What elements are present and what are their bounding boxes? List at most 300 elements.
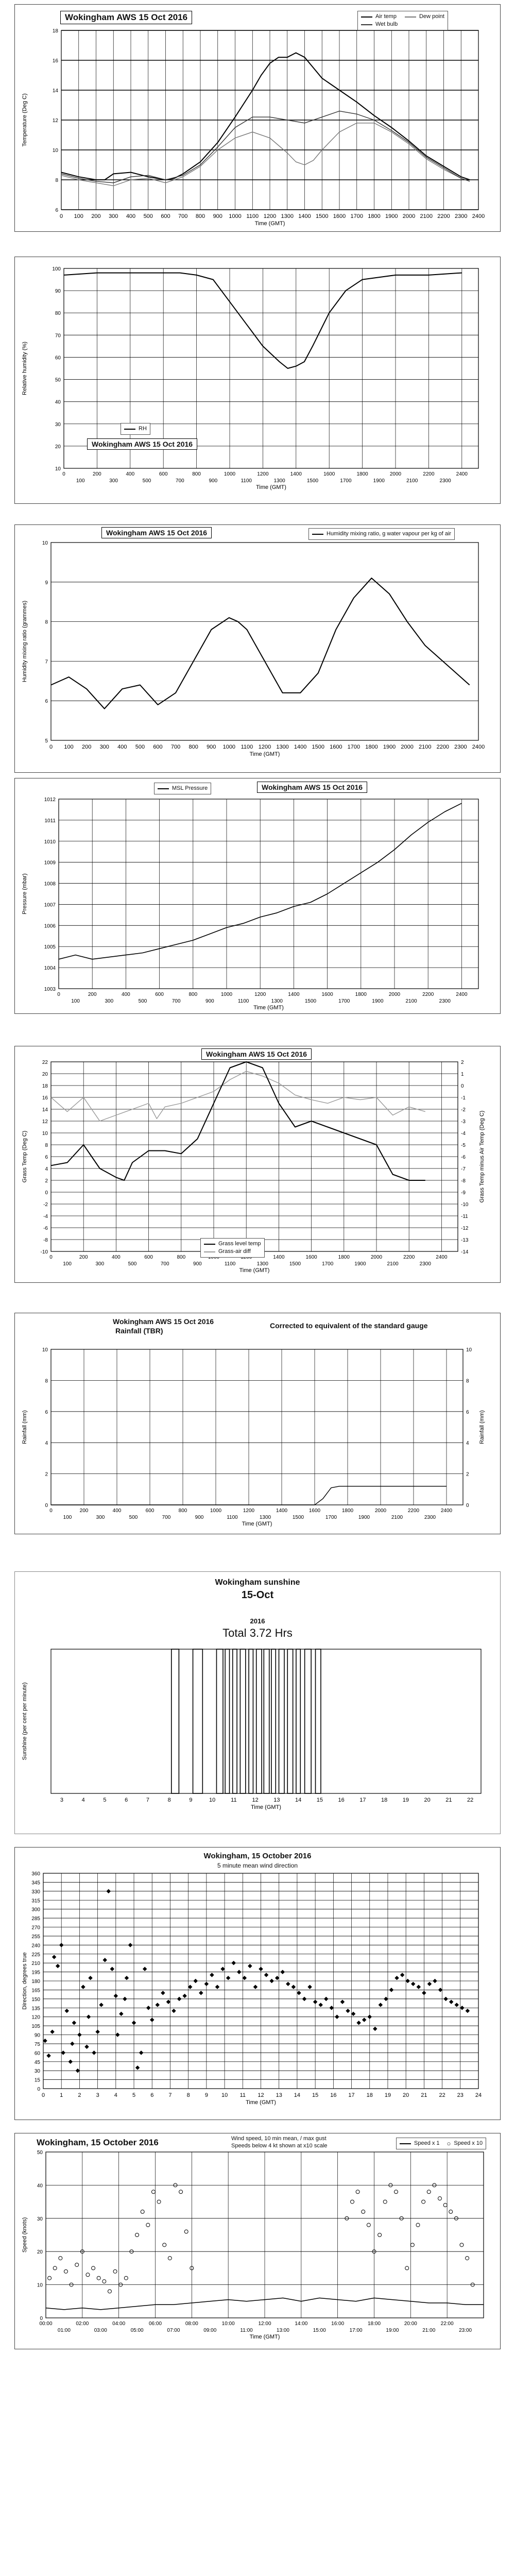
wind-direction-point bbox=[166, 1999, 170, 2004]
x-tick-label: 19:00 bbox=[386, 2328, 399, 2333]
y-tick-label: 30 bbox=[55, 421, 61, 428]
speed-x10-marker bbox=[141, 2210, 144, 2213]
speed-x10-marker bbox=[179, 2190, 183, 2194]
x-tick-label: 100 bbox=[63, 1515, 72, 1520]
sunshine-bar bbox=[193, 1649, 203, 1793]
x-tick-label: 300 bbox=[109, 213, 118, 219]
x-tick-label: 1800 bbox=[338, 1255, 350, 1260]
wind-direction-point bbox=[466, 2009, 470, 2013]
x-tick-label: 1200 bbox=[263, 213, 277, 219]
y-tick-label: 8 bbox=[45, 1378, 48, 1384]
y-tick-label: 40 bbox=[37, 2183, 43, 2189]
y2-tick-label: -9 bbox=[461, 1190, 466, 1196]
speed-x10-marker bbox=[184, 2230, 188, 2233]
x-tick-label: 900 bbox=[193, 1261, 202, 1267]
x-tick-label: 400 bbox=[122, 992, 130, 997]
wind-direction-point bbox=[248, 1964, 252, 1968]
x-tick-label: 900 bbox=[209, 478, 218, 484]
x-tick-label: 1600 bbox=[305, 1255, 317, 1260]
x-tick-label: 01:00 bbox=[57, 2328, 71, 2333]
x-tick-label: 8 bbox=[167, 1797, 171, 1803]
y-tick-label: 0 bbox=[45, 1503, 48, 1509]
x-tick-label: 200 bbox=[88, 992, 97, 997]
y-tick-label: 22 bbox=[42, 1060, 48, 1065]
wind-direction-point bbox=[281, 1970, 285, 1974]
wind-speed-chart-title: Wokingham, 15 October 2016 bbox=[37, 2138, 159, 2147]
wind-direction-point bbox=[156, 2003, 160, 2007]
x-tick-label: 1800 bbox=[365, 744, 378, 750]
rainfall-chart-panel bbox=[14, 1313, 501, 1534]
series-line-2 bbox=[61, 111, 470, 183]
y-tick-label: 30 bbox=[37, 2216, 43, 2222]
y-tick-label: 240 bbox=[31, 1943, 40, 1949]
wind-direction-point bbox=[351, 2012, 355, 2016]
wind-direction-point bbox=[77, 2032, 81, 2037]
y-tick-label: 315 bbox=[31, 1898, 40, 1904]
x-tick-label: 2100 bbox=[420, 213, 433, 219]
sunshine-bar bbox=[249, 1649, 253, 1793]
x-tick-label: 11 bbox=[239, 2092, 246, 2098]
speed-x10-marker bbox=[151, 2190, 155, 2194]
speed-x10-marker bbox=[163, 2243, 166, 2247]
y-axis-label: Temperature (Deg C) bbox=[22, 93, 28, 147]
sunshine-chart-panel bbox=[14, 1571, 501, 1834]
y-tick-label: 18 bbox=[52, 28, 58, 34]
y2-tick-label: -4 bbox=[461, 1131, 466, 1137]
x-tick-label: 100 bbox=[64, 744, 74, 750]
x-tick-label: 1200 bbox=[258, 744, 271, 750]
y-tick-label: 1004 bbox=[44, 965, 56, 972]
x-tick-label: 700 bbox=[178, 213, 188, 219]
wind-direction-point bbox=[373, 2027, 377, 2031]
y2-tick-label: -14 bbox=[461, 1249, 469, 1255]
y-tick-label: 120 bbox=[31, 2014, 40, 2021]
speed-x10-marker bbox=[102, 2280, 106, 2283]
wind-direction-point bbox=[81, 1985, 85, 1989]
sunshine-bar bbox=[240, 1649, 245, 1793]
wind-direction-chart bbox=[15, 1848, 500, 2120]
x-tick-label: 1900 bbox=[372, 998, 384, 1004]
x-tick-label: 7 bbox=[168, 2092, 172, 2098]
y-tick-label: 135 bbox=[31, 2006, 40, 2012]
y-tick-label: 90 bbox=[55, 289, 61, 295]
x-tick-label: 1700 bbox=[340, 478, 352, 484]
wind-direction-point bbox=[50, 2029, 54, 2033]
sunshine-year: 2016 bbox=[250, 1617, 265, 1625]
x-tick-label: 2100 bbox=[387, 1261, 399, 1267]
y-tick-label: 5 bbox=[45, 738, 48, 744]
speed-x10-marker bbox=[449, 2210, 453, 2213]
y2-tick-label: -1 bbox=[461, 1095, 466, 1101]
y-tick-label: 10 bbox=[37, 2282, 43, 2289]
x-tick-label: 800 bbox=[192, 471, 201, 477]
y2-tick-label: -7 bbox=[461, 1166, 466, 1172]
y-tick-label: -8 bbox=[43, 1238, 48, 1243]
speed-x10-marker bbox=[92, 2266, 95, 2270]
speed-x10-marker bbox=[59, 2257, 62, 2260]
y-tick-label: 6 bbox=[45, 1155, 48, 1160]
wind-direction-point bbox=[70, 2042, 74, 2046]
y-tick-label: 18 bbox=[42, 1083, 48, 1089]
x-tick-label: 1400 bbox=[290, 471, 302, 477]
x-tick-label: 1100 bbox=[227, 1515, 238, 1520]
temperature-chart-title: Wokingham AWS 15 Oct 2016 bbox=[60, 11, 192, 24]
sunshine-date: 15-Oct bbox=[241, 1589, 274, 1601]
x-tick-label: 700 bbox=[171, 998, 181, 1004]
x-tick-label: 1900 bbox=[385, 213, 398, 219]
x-tick-label: 1700 bbox=[325, 1515, 337, 1520]
speed-x10-marker bbox=[460, 2243, 464, 2247]
y2-tick-label: 1 bbox=[461, 1072, 464, 1077]
pressure-chart bbox=[15, 778, 500, 1013]
wind-direction-point bbox=[119, 2012, 123, 2016]
y2-tick-label: 4 bbox=[466, 1440, 469, 1447]
x-tick-label: 1500 bbox=[306, 478, 319, 484]
speed-x10-marker bbox=[64, 2269, 67, 2273]
x-tick-label: 2000 bbox=[402, 213, 416, 219]
speed-x10-marker bbox=[135, 2233, 139, 2237]
y2-tick-label: -8 bbox=[461, 1178, 466, 1184]
speed-x10-marker bbox=[75, 2263, 79, 2266]
x-tick-label: 10 bbox=[221, 2092, 228, 2098]
y-axis-label: Grass Temp (Deg C) bbox=[22, 1130, 28, 1183]
y-tick-label: 10 bbox=[42, 540, 48, 546]
x-tick-label: 18 bbox=[366, 2092, 373, 2098]
wind-speed-chart bbox=[15, 2133, 500, 2349]
x-tick-label: 1700 bbox=[347, 744, 360, 750]
speed-x10-marker bbox=[405, 2266, 409, 2270]
speed-x10-marker bbox=[362, 2210, 365, 2213]
wind-direction-point bbox=[356, 2021, 360, 2025]
y-tick-label: 1008 bbox=[44, 881, 56, 887]
x-tick-label: 100 bbox=[71, 998, 80, 1004]
y-tick-label: 10 bbox=[42, 1131, 48, 1137]
x-tick-label: 2100 bbox=[405, 998, 417, 1004]
x-tick-label: 1400 bbox=[288, 992, 300, 997]
x-tick-label: 700 bbox=[176, 478, 184, 484]
speed-x10-marker bbox=[157, 2200, 161, 2204]
y-tick-label: 165 bbox=[31, 1988, 40, 1994]
x-tick-label: 13 bbox=[273, 1797, 280, 1803]
temperature-chart-panel bbox=[14, 4, 501, 232]
wind-direction-point bbox=[188, 1985, 192, 1989]
y-tick-label: 12 bbox=[52, 118, 58, 124]
x-tick-label: 400 bbox=[126, 471, 135, 477]
y-tick-label: 285 bbox=[31, 1916, 40, 1922]
y-tick-label: 6 bbox=[45, 699, 48, 705]
x-tick-label: 2000 bbox=[401, 744, 414, 750]
y-axis-label: Relative humidity (%) bbox=[22, 342, 28, 395]
pressure-legend bbox=[154, 783, 211, 794]
x-tick-label: 7 bbox=[146, 1797, 149, 1803]
x-tick-label: 1500 bbox=[316, 213, 329, 219]
wind-direction-point bbox=[362, 2018, 366, 2022]
x-tick-label: 1800 bbox=[368, 213, 381, 219]
y2-tick-label: -5 bbox=[461, 1143, 466, 1148]
wind-direction-point bbox=[132, 2021, 136, 2025]
x-tick-label: 900 bbox=[207, 744, 216, 750]
wind-direction-point bbox=[394, 1976, 399, 1980]
y-tick-label: -4 bbox=[43, 1214, 48, 1219]
x-tick-label: 2000 bbox=[374, 1508, 387, 1514]
speed-x10-marker bbox=[113, 2269, 117, 2273]
x-tick-label: 2300 bbox=[439, 998, 451, 1004]
x-tick-label: 5 bbox=[132, 2092, 136, 2098]
x-tick-label: 12:00 bbox=[258, 2321, 271, 2327]
wind-speed-chart-panel bbox=[14, 2133, 501, 2349]
x-tick-label: 800 bbox=[178, 1508, 187, 1514]
x-axis-label: Time (GMT) bbox=[256, 484, 286, 490]
x-tick-label: 23:00 bbox=[459, 2328, 472, 2333]
legend-mixing-ratio: Humidity mixing ratio, g water vapour per kg of air bbox=[327, 531, 452, 537]
plot-frame bbox=[59, 799, 478, 989]
wind-direction-point bbox=[68, 2060, 73, 2064]
sunshine-bar bbox=[296, 1649, 300, 1793]
wind-direction-point bbox=[291, 1985, 296, 1989]
wind-direction-point bbox=[231, 1961, 235, 1965]
x-tick-label: 2300 bbox=[424, 1515, 436, 1520]
legend-speed-x10: Speed x 10 bbox=[454, 2140, 483, 2146]
wind-direction-point bbox=[438, 1988, 442, 1992]
x-tick-label: 1900 bbox=[354, 1261, 366, 1267]
x-tick-label: 1100 bbox=[237, 998, 249, 1004]
mixing-ratio-legend bbox=[308, 528, 455, 540]
y-tick-label: 60 bbox=[34, 2050, 40, 2057]
speed-x10-marker bbox=[351, 2200, 354, 2204]
y-tick-label: -2 bbox=[43, 1202, 48, 1208]
x-tick-label: 900 bbox=[195, 1515, 204, 1520]
sunshine-bar bbox=[216, 1649, 223, 1793]
sunshine-chart bbox=[15, 1572, 500, 1834]
x-tick-label: 14 bbox=[295, 1797, 302, 1803]
x-tick-label: 600 bbox=[144, 1255, 153, 1260]
wind-direction-point bbox=[269, 1979, 273, 1983]
wind-direction-point bbox=[302, 1997, 306, 2001]
y-tick-label: 80 bbox=[55, 311, 61, 317]
y-tick-label: 14 bbox=[52, 88, 58, 94]
y-tick-label: 0 bbox=[37, 2087, 40, 2092]
wind-direction-point bbox=[286, 1982, 290, 1986]
x-tick-label: 2400 bbox=[456, 992, 468, 997]
x-tick-label: 19 bbox=[384, 2092, 391, 2098]
wind-speed-subtitle-2: Speeds below 4 kt shown at x10 scale bbox=[231, 2143, 328, 2149]
wind-direction-point bbox=[46, 2054, 50, 2058]
x-tick-label: 1500 bbox=[312, 744, 324, 750]
x-tick-label: 300 bbox=[99, 744, 109, 750]
y-tick-label: 40 bbox=[55, 399, 61, 405]
x-tick-label: 2000 bbox=[388, 992, 401, 997]
x-tick-label: 12 bbox=[258, 2092, 264, 2098]
rainfall-chart-subtitle: Rainfall (TBR) bbox=[115, 1327, 163, 1335]
y-tick-label: 8 bbox=[45, 619, 48, 625]
x-tick-label: 2300 bbox=[419, 1261, 431, 1267]
x-tick-label: 0 bbox=[59, 213, 63, 219]
x-axis-label: Time (GMT) bbox=[239, 1267, 270, 1274]
x-tick-label: 1700 bbox=[322, 1261, 334, 1267]
x-tick-label: 1600 bbox=[330, 744, 342, 750]
x-tick-label: 2200 bbox=[403, 1255, 415, 1260]
y2-tick-label: 6 bbox=[466, 1409, 469, 1415]
x-tick-label: 2100 bbox=[419, 744, 432, 750]
x-tick-label: 400 bbox=[112, 1255, 121, 1260]
speed-x10-marker bbox=[443, 2204, 447, 2207]
x-tick-label: 05:00 bbox=[130, 2328, 144, 2333]
y-tick-label: 45 bbox=[34, 2059, 40, 2065]
x-tick-label: 1300 bbox=[259, 1515, 271, 1520]
x-tick-label: 11:00 bbox=[240, 2328, 253, 2333]
x-axis-label: Time (GMT) bbox=[254, 221, 285, 227]
y-tick-label: 7 bbox=[45, 659, 48, 665]
wind-direction-point bbox=[215, 1985, 219, 1989]
wind-direction-point bbox=[259, 1967, 263, 1971]
x-tick-label: 2400 bbox=[436, 1255, 448, 1260]
wind-direction-point bbox=[384, 1997, 388, 2001]
y2-tick-label: -12 bbox=[461, 1226, 469, 1231]
y-tick-label: 1010 bbox=[44, 839, 56, 845]
plot-frame bbox=[51, 543, 478, 740]
x-tick-label: 2400 bbox=[472, 213, 485, 219]
wind-direction-point bbox=[87, 2014, 91, 2019]
wind-direction-point bbox=[243, 1976, 247, 1980]
x-tick-label: 200 bbox=[93, 471, 101, 477]
y-tick-label: 225 bbox=[31, 1952, 40, 1958]
wind-direction-point bbox=[65, 2009, 69, 2013]
wind-direction-point bbox=[324, 1997, 328, 2001]
x-tick-label: 00:00 bbox=[39, 2321, 53, 2327]
legend-speed-x1: Speed x 1 bbox=[414, 2140, 440, 2146]
speed-x10-marker bbox=[48, 2276, 52, 2280]
wind-direction-point bbox=[95, 2029, 99, 2033]
x-tick-label: 1 bbox=[60, 2092, 63, 2098]
wind-direction-point bbox=[318, 2003, 322, 2007]
x-tick-label: 1800 bbox=[356, 471, 368, 477]
plot-frame bbox=[51, 1349, 463, 1505]
y-tick-label: 2 bbox=[45, 1178, 48, 1184]
x-tick-label: 0 bbox=[49, 744, 53, 750]
y-tick-label: 1011 bbox=[44, 818, 56, 824]
rainfall-chart bbox=[15, 1313, 500, 1534]
wind-direction-point bbox=[455, 2003, 459, 2007]
x-tick-label: 3 bbox=[60, 1797, 63, 1803]
speed-x10-marker bbox=[438, 2197, 442, 2200]
x-tick-label: 18:00 bbox=[367, 2321, 381, 2327]
legend-grass-air-diff: Grass-air diff bbox=[218, 1248, 251, 1255]
x-tick-label: 1300 bbox=[256, 1261, 268, 1267]
wind-direction-point bbox=[335, 2014, 339, 2019]
x-tick-label: 3 bbox=[96, 2092, 99, 2098]
grass-temp-chart-title: Wokingham AWS 15 Oct 2016 bbox=[201, 1048, 312, 1060]
x-tick-label: 2400 bbox=[440, 1508, 453, 1514]
speed-x10-marker bbox=[146, 2223, 150, 2227]
y2-tick-label: -11 bbox=[461, 1214, 468, 1219]
y-tick-label: 75 bbox=[34, 2041, 40, 2047]
x-tick-label: 18 bbox=[381, 1797, 388, 1803]
x-tick-label: 1300 bbox=[271, 998, 283, 1004]
wind-speed-legend: Speed x 1 ○ Speed x 10 bbox=[396, 2138, 486, 2149]
x-tick-label: 22:00 bbox=[440, 2321, 454, 2327]
wind-direction-point bbox=[368, 2014, 372, 2019]
sunshine-bar bbox=[225, 1649, 229, 1793]
x-tick-label: 20:00 bbox=[404, 2321, 417, 2327]
grass-air-diff-line bbox=[51, 1071, 425, 1121]
x-tick-label: 300 bbox=[109, 478, 118, 484]
x-tick-label: 14 bbox=[294, 2092, 301, 2098]
x-tick-label: 1000 bbox=[229, 213, 242, 219]
y-tick-label: 16 bbox=[52, 58, 58, 64]
wind-direction-point bbox=[275, 1976, 279, 1980]
mixing-ratio-chart-panel bbox=[14, 524, 501, 773]
x-tick-label: 23 bbox=[457, 2092, 464, 2098]
y-tick-label: 50 bbox=[37, 2150, 43, 2156]
speed-x10-marker bbox=[356, 2190, 359, 2194]
wind-direction-point bbox=[150, 2018, 154, 2022]
y2-tick-label: -13 bbox=[461, 1238, 469, 1243]
x-tick-label: 600 bbox=[159, 471, 168, 477]
x-tick-label: 1600 bbox=[323, 471, 335, 477]
x-tick-label: 600 bbox=[153, 744, 163, 750]
x-tick-label: 0 bbox=[62, 471, 65, 477]
y2-tick-label: -2 bbox=[461, 1107, 466, 1113]
x-tick-label: 6 bbox=[125, 1797, 128, 1803]
x-tick-label: 06:00 bbox=[148, 2321, 162, 2327]
wind-direction-point bbox=[422, 1991, 426, 1995]
y-tick-label: 8 bbox=[45, 1143, 48, 1148]
x-tick-label: 200 bbox=[79, 1508, 89, 1514]
speed-x10-marker bbox=[383, 2200, 387, 2204]
y-tick-label: 105 bbox=[31, 2024, 40, 2030]
x-tick-label: 2000 bbox=[389, 471, 402, 477]
wind-direction-point bbox=[443, 1997, 448, 2001]
wind-direction-point bbox=[264, 1973, 268, 1977]
x-tick-label: 1500 bbox=[289, 1261, 301, 1267]
x-tick-label: 1600 bbox=[333, 213, 346, 219]
y-tick-label: 15 bbox=[34, 2077, 40, 2083]
x-tick-label: 2200 bbox=[423, 471, 435, 477]
y-tick-label: 195 bbox=[31, 1970, 40, 1976]
x-tick-label: 08:00 bbox=[185, 2321, 198, 2327]
x-tick-label: 2200 bbox=[436, 744, 450, 750]
y-tick-label: 10 bbox=[52, 148, 58, 154]
x-tick-label: 0 bbox=[57, 992, 60, 997]
y-tick-label: 4 bbox=[45, 1440, 48, 1447]
wind-direction-point bbox=[102, 1958, 107, 1962]
x-tick-label: 8 bbox=[186, 2092, 190, 2098]
x-tick-label: 1300 bbox=[281, 213, 294, 219]
x-tick-label: 1500 bbox=[292, 1515, 304, 1520]
wind-direction-point bbox=[210, 1973, 214, 1977]
x-tick-label: 16 bbox=[330, 2092, 337, 2098]
wind-direction-point bbox=[253, 1985, 258, 1989]
x-axis-label: Time (GMT) bbox=[249, 751, 280, 757]
x-tick-label: 12 bbox=[252, 1797, 259, 1803]
y-tick-label: 6 bbox=[55, 208, 58, 213]
x-tick-label: 1900 bbox=[373, 478, 385, 484]
y-tick-label: 12 bbox=[42, 1119, 48, 1125]
x-tick-label: 11 bbox=[231, 1797, 237, 1803]
speed-x10-marker bbox=[108, 2290, 111, 2293]
x-tick-label: 1600 bbox=[308, 1508, 321, 1514]
y2-axis-label: Rainfall (mm) bbox=[479, 1410, 485, 1444]
x-tick-label: 700 bbox=[162, 1515, 171, 1520]
sunshine-bar bbox=[171, 1649, 179, 1793]
y2-tick-label: 2 bbox=[461, 1060, 464, 1065]
x-axis-label: Time (GMT) bbox=[253, 1005, 284, 1011]
y2-tick-label: 10 bbox=[466, 1347, 472, 1353]
x-tick-label: 21 bbox=[421, 2092, 427, 2098]
x-tick-label: 900 bbox=[205, 998, 214, 1004]
series-line-0 bbox=[51, 578, 470, 709]
wind-direction-point bbox=[204, 1982, 209, 1986]
